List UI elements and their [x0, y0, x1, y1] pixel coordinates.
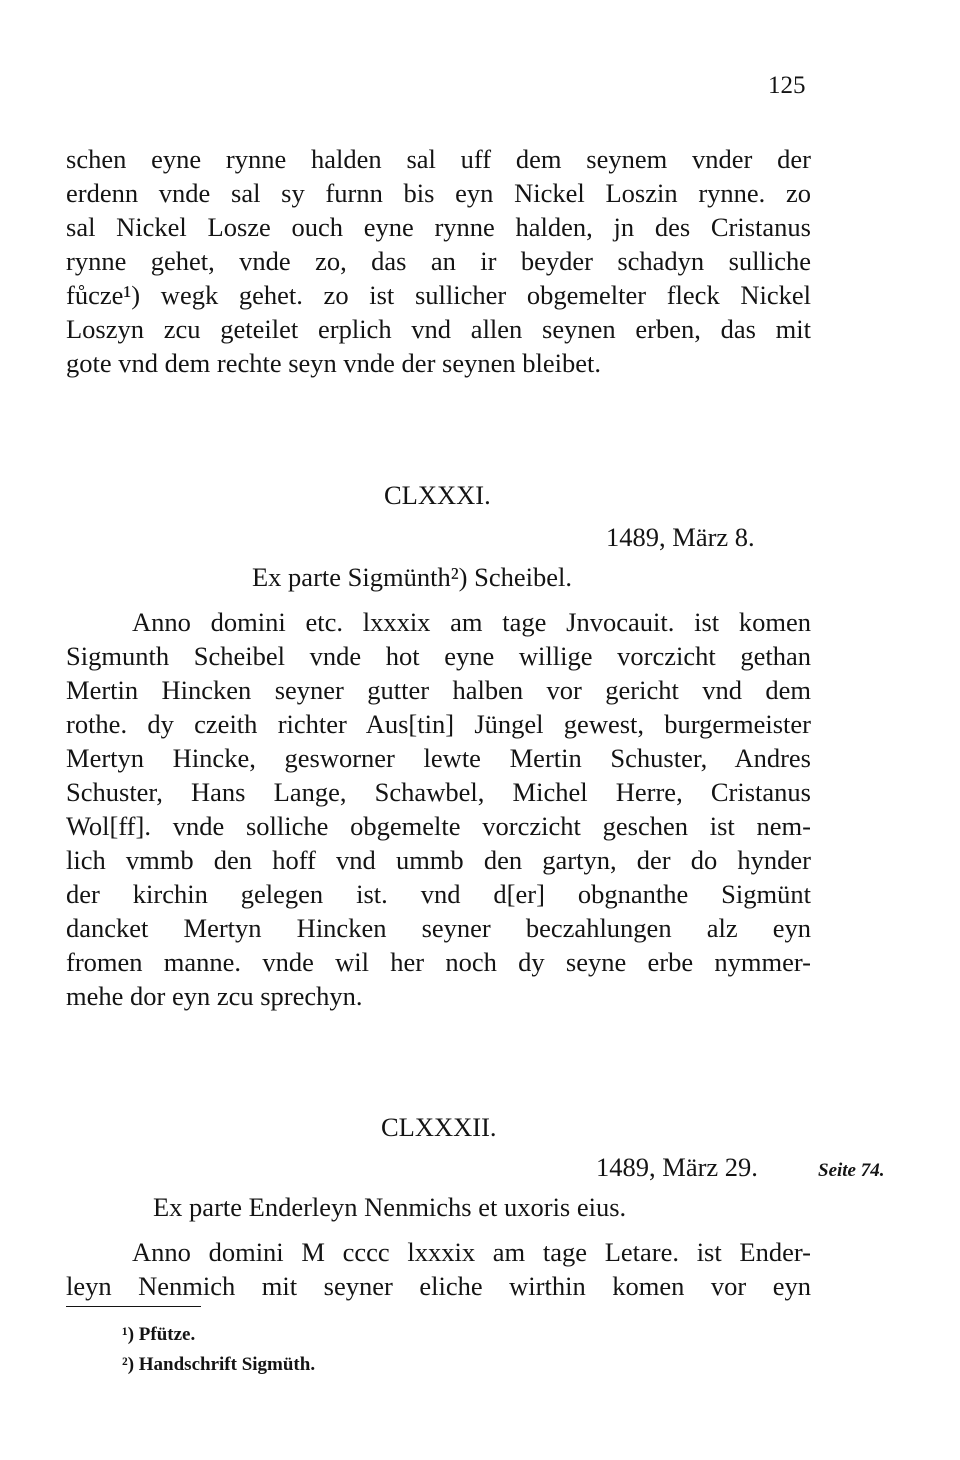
margin-note: Seite 74. [818, 1160, 885, 1181]
section-date: 1489, März 8. [606, 522, 755, 552]
text-line: Anno domini M cccc lxxxix am tage Letare. ist Ender- [132, 1237, 811, 1267]
section-date: 1489, März 29. [596, 1152, 758, 1182]
text-line: dancket Mertyn Hincken seyner beczahlungen alz eyn [66, 913, 811, 943]
text-line: fůcze¹) wegk gehet. zo ist sullicher obgemelter fleck Nickel [66, 280, 811, 310]
text-line: der kirchin gelegen ist. vnd d[er] obgnanthe Sigmünt [66, 879, 811, 909]
page-number: 125 [768, 72, 806, 99]
section-heading: Ex parte Enderleyn Nenmichs et uxoris eius. [153, 1192, 627, 1222]
section-body [66, 605, 811, 1013]
text-line: leyn Nenmich mit seyner eliche wirthin komen vor eyn [66, 1271, 811, 1301]
text-line: Mertyn Hincke, gesworner lewte Mertin Schuster, Andres [66, 743, 811, 773]
text-line: rynne gehet, vnde zo, das an ir beyder schadyn sulliche [66, 246, 811, 276]
footnote-divider [66, 1306, 201, 1307]
section-numeral: CLXXXII. [381, 1112, 497, 1142]
text-line: fromen manne. vnde wil her noch dy seyne erbe nymmer- [66, 947, 811, 977]
footnote: ¹) Pfütze. [122, 1324, 196, 1345]
footnote: ²) Handschrift Sigmüth. [122, 1354, 316, 1375]
text-line: rothe. dy czeith richter Aus[tin] Jüngel gewest, burgermeister [66, 709, 811, 739]
section-numeral: CLXXXI. [384, 480, 491, 510]
text-line: Loszyn zcu geteilet erplich vnd allen seynen erben, das mit [66, 314, 811, 344]
text-line: gote vnd dem rechte seyn vnde der seynen bleibet. [66, 348, 601, 378]
text-line: Sigmunth Scheibel vnde hot eyne willige vorczicht gethan [66, 641, 811, 671]
text-line: Wol[ff]. vnde solliche obgemelte vorczicht geschen ist nem- [66, 811, 811, 841]
section-heading: Ex parte Sigmünth²) Scheibel. [252, 562, 572, 592]
text-line: schen eyne rynne halden sal uff dem seynem vnder der [66, 144, 811, 174]
text-line: sal Nickel Losze ouch eyne rynne halden, jn des Cristanus [66, 212, 811, 242]
text-line: Anno domini etc. lxxxix am tage Jnvocauit. ist komen [132, 607, 811, 637]
section-body [66, 1235, 811, 1303]
text-line: mehe dor eyn zcu sprechyn. [66, 981, 363, 1011]
text-line: Schuster, Hans Lange, Schawbel, Michel Herre, Cristanus [66, 777, 811, 807]
text-line: lich vmmb den hoff vnd ummb den gartyn, der do hynder [66, 845, 811, 875]
text-line: erdenn vnde sal sy furnn bis eyn Nickel Loszin rynne. zo [66, 178, 811, 208]
text-line: Mertin Hincken seyner gutter halben vor gericht vnd dem [66, 675, 811, 705]
paragraph-continuation [66, 142, 811, 380]
